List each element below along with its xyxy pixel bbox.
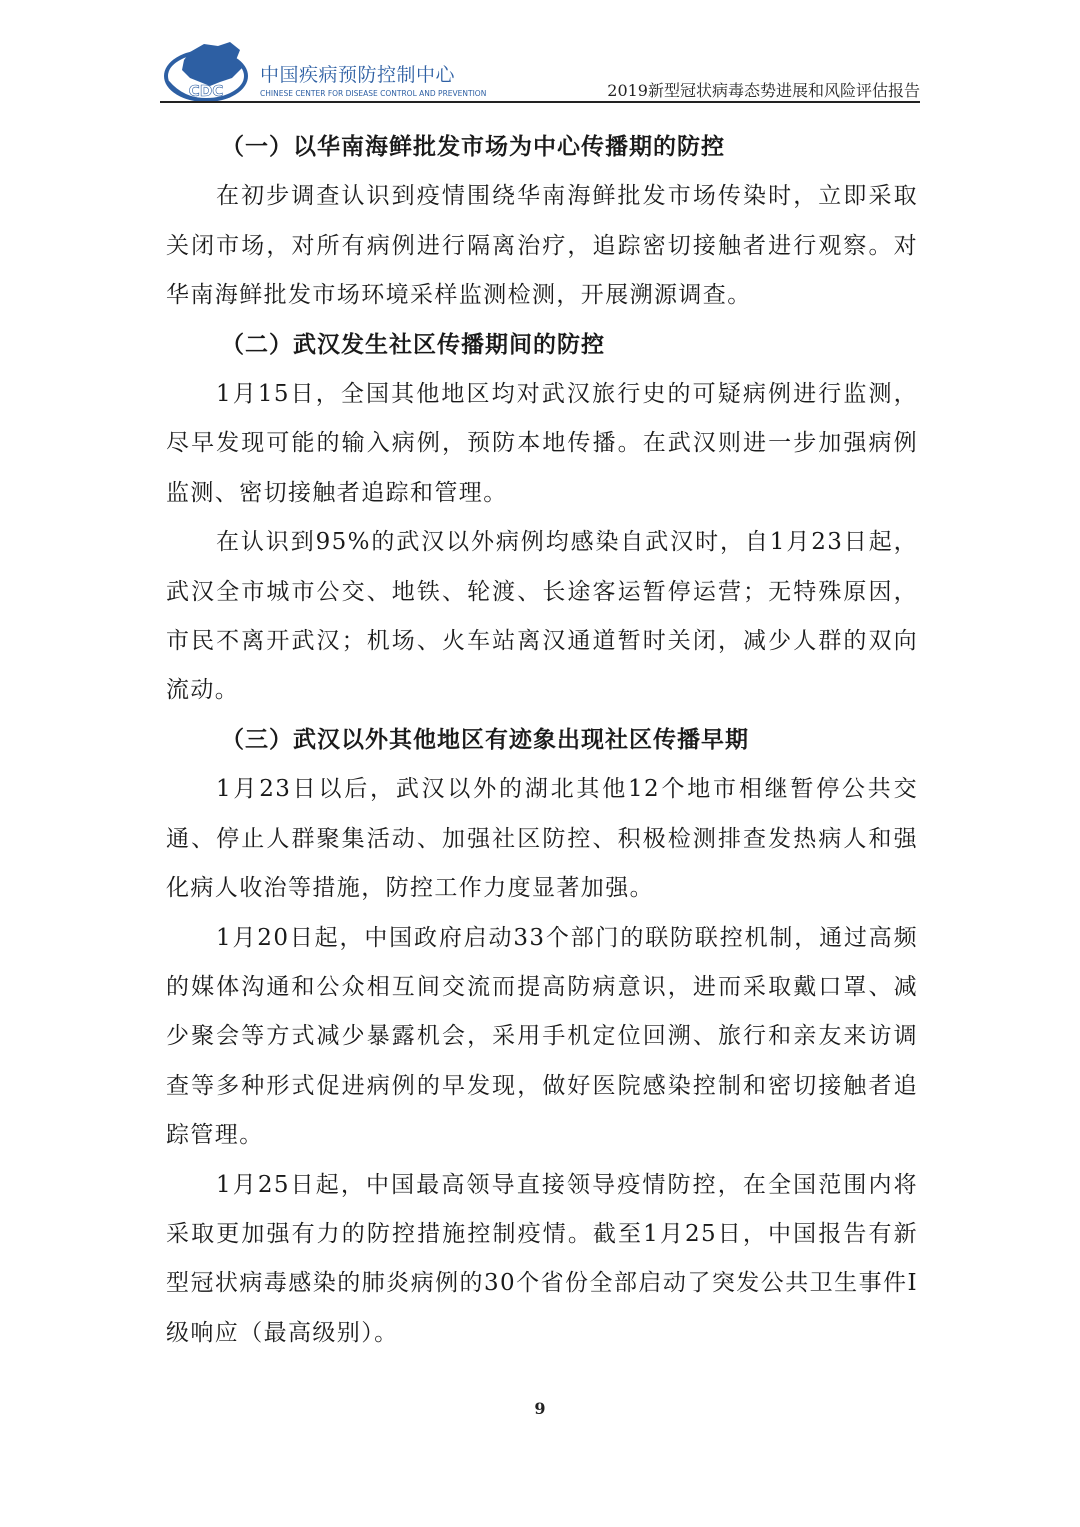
paragraph: 在认识到95%的武汉以外病例均感染自武汉时，自1月23日起，武汉全市城市公交、地铁、轮渡、长途客运暂停运营；无特殊原因，市民不离开武汉；机场、火车站离汉通道暂时关闭，减少人群的双向流动。 (166, 529, 918, 704)
paragraph: 1月15日，全国其他地区均对武汉旅行史的可疑病例进行监测，尽早发现可能的输入病例，预防本地传播。在武汉则进一步加强病例监测、密切接触者追踪和管理。 (166, 381, 918, 506)
section-3 (166, 716, 918, 1358)
paragraph: 1月23日以后，武汉以外的湖北其他12个地市相继暂停公共交通、停止人群聚集活动、加强社区防控、积极检测排查发热病人和强化病人收治等措施，防控工作力度显著加强。 (166, 776, 918, 902)
org-name-en: CHINESE CENTER FOR DISEASE CONTROL AND PREVENTION (260, 89, 487, 98)
section-1 (166, 123, 918, 321)
report-title: 2019新型冠状病毒态势进展和风险评估报告 (607, 81, 920, 100)
org-name-cn: 中国疾病预防控制中心 (260, 64, 456, 86)
svg-text:CDC: CDC (188, 82, 224, 100)
section-heading: （一）以华南海鲜批发市场为中心传播期的防控 (221, 134, 725, 160)
page-number: 9 (534, 1399, 546, 1418)
paragraph: 1月25日起，中国最高领导直接领导疫情防控，在全国范围内将采取更加强有力的防控措施控制疫情。截至1月25日，中国报告有新型冠状病毒感染的肺炎病例的30个省份全部启动了突发公共卫生事件Ⅰ级响应（最高级别）。 (166, 1171, 918, 1346)
cdc-logo-icon (160, 38, 256, 104)
section-2 (166, 321, 918, 716)
section-heading: （三）武汉以外其他地区有迹象出现社区传播早期 (221, 726, 749, 753)
paragraph: 1月20日起，中国政府启动33个部门的联防联控机制，通过高频的媒体沟通和公众相互间交流而提高防病意识，进而采取戴口罩、减少聚会等方式减少暴露机会，采用手机定位回溯、旅行和亲友来访调查等多种形式促进病例的早发现，做好医院感染控制和密切接触者追踪管理。 (166, 924, 918, 1149)
paragraph: 在初步调查认识到疫情围绕华南海鲜批发市场传染时，立即采取关闭市场，对所有病例进行隔离治疗，追踪密切接触者进行观察。对华南海鲜批发市场环境采样监测检测，开展溯源调查。 (166, 183, 918, 309)
header-divider (160, 101, 920, 103)
section-heading: （二）武汉发生社区传播期间的防控 (221, 331, 605, 358)
page-header (160, 38, 920, 104)
document-body (166, 123, 918, 1358)
